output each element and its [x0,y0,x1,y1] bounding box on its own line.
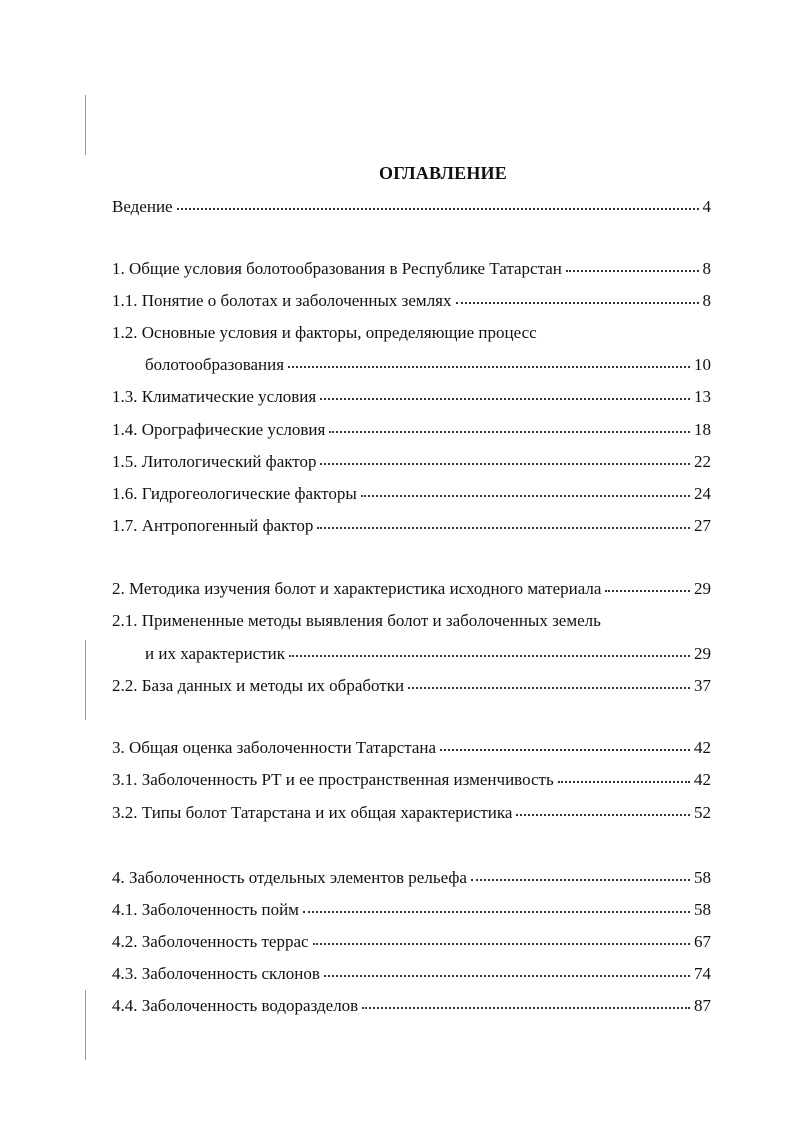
toc-entry [112,258,711,280]
toc-page: 27 [694,516,711,535]
toc-label: 4.3. Заболоченность склонов [112,964,320,983]
toc-page: 29 [694,644,711,663]
toc-label: 4.2. Заболоченность террас [112,932,309,951]
toc-entry [112,386,711,408]
toc-label: 3. Общая оценка заболоченности Татарстана [112,738,437,757]
toc-page: 58 [694,900,711,919]
toc-label: 1.4. Орографические условия [112,420,326,439]
leader-dots [361,481,690,497]
toc-label: 4. Заболоченность отдельных элементов рельефа [112,868,467,887]
leader-dots [408,673,690,689]
toc-label: 4.4. Заболоченность водоразделов [112,996,359,1015]
toc-entry [112,899,711,921]
toc-label: 2.1. Примененные методы выявления болот и заболоченных земель [112,611,601,630]
toc-page: 42 [694,738,711,757]
toc-label: 2.2. База данных и методы их обработки [112,676,405,695]
toc-entry [112,675,711,697]
leader-dots [288,352,690,368]
toc-entry [112,802,711,824]
leader-dots [329,417,690,433]
toc-label: 1.5. Литологический фактор [112,452,317,471]
toc-page: 87 [694,996,711,1015]
leader-dots [440,735,690,751]
toc-page: 58 [694,868,711,887]
leader-dots [605,576,690,592]
leader-dots [558,767,690,783]
toc-entry [112,995,711,1017]
leader-dots [177,194,699,210]
toc-page: 22 [694,452,711,471]
toc-label: 3.1. Заболоченность РТ и ее пространственная изменчивость [112,770,554,789]
toc-label: 2. Методика изучения болот и характеристика исходного материала [112,579,602,598]
toc-label: 1.7. Антропогенный фактор [112,516,314,535]
toc-label: 3.2. Типы болот Татарстана и их общая характеристика [112,803,513,822]
toc-entry [112,610,711,632]
toc-entry [112,290,711,312]
toc-page: 67 [694,932,711,951]
toc-page: 74 [694,964,711,983]
toc-entry [112,483,711,505]
leader-dots [566,256,699,272]
toc-page: 8 [702,259,711,278]
toc-page: 4 [702,197,711,216]
toc-entry [112,322,711,344]
toc-label: и их характеристик [145,644,286,663]
toc-page: 29 [694,579,711,598]
leader-dots [362,993,690,1009]
toc-entry [112,737,711,759]
leader-dots [313,929,690,945]
leader-dots [320,384,690,400]
toc-label: 1.6. Гидрогеологические факторы [112,484,357,503]
scan-edge-line [85,640,86,720]
toc-label: 1.1. Понятие о болотах и заболоченных землях [112,291,452,310]
toc-page: 37 [694,676,711,695]
leader-dots [303,897,690,913]
toc-entry-continuation [145,643,711,665]
leader-dots [324,961,690,977]
toc-entry [112,419,711,441]
toc-page: 13 [694,387,711,406]
toc-entry [112,963,711,985]
toc-label: 1.2. Основные условия и факторы, определяющие процесс [112,323,537,342]
toc-page: 52 [694,803,711,822]
toc-entry [112,196,711,218]
toc-page: 18 [694,420,711,439]
scan-edge-line [85,95,86,155]
toc-entry [112,931,711,953]
leader-dots [320,449,690,465]
toc-page: 24 [694,484,711,503]
toc-entry [112,769,711,791]
toc-entry [112,578,711,600]
toc-entry [112,867,711,889]
toc-page: 8 [702,291,711,310]
toc-label: Ведение [112,197,173,216]
toc-entry [112,515,711,537]
toc-label: 4.1. Заболоченность пойм [112,900,299,919]
leader-dots [317,513,690,529]
leader-dots [516,800,690,816]
leader-dots [289,641,690,657]
toc-label: 1. Общие условия болотообразования в Республике Татарстан [112,259,562,278]
toc-entry-continuation [145,354,711,376]
page-title: ОГЛАВЛЕНИЕ [379,163,507,183]
toc-page: 10 [694,355,711,374]
toc-entry [112,451,711,473]
leader-dots [456,288,699,304]
scan-edge-line [85,990,86,1060]
leader-dots [471,865,690,881]
toc-page: 42 [694,770,711,789]
toc-label: 1.3. Климатические условия [112,387,317,406]
toc-label: болотообразования [145,355,285,374]
